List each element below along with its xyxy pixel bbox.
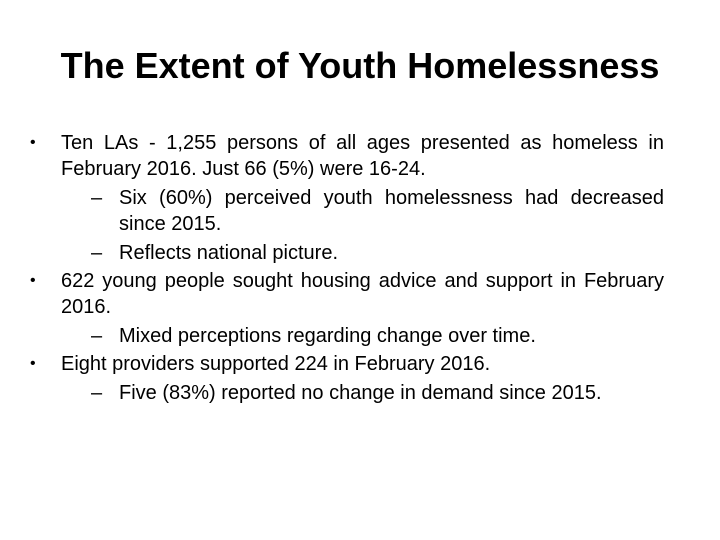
bullet-text: Ten LAs - 1,255 persons of all ages presented as homeless in February 2016. Just 66 (5%) were 16-24. — [61, 132, 664, 180]
bullet-text: 622 young people sought housing advice and support in February 2016. — [61, 270, 664, 318]
sub-bullet-text: Five (83%) reported no change in demand since 2015. — [119, 382, 602, 404]
dash-icon: – — [91, 187, 103, 209]
sub-bullet-text: Mixed perceptions regarding change over time. — [119, 325, 536, 347]
sub-bullet-item — [30, 240, 664, 266]
bullet-dot-icon: • — [30, 134, 36, 151]
bullet-dot-icon: • — [30, 355, 36, 372]
dash-icon: – — [91, 242, 103, 264]
dash-icon: – — [91, 325, 103, 347]
sub-bullet-item — [30, 185, 664, 237]
bullet-item — [30, 268, 664, 320]
sub-bullet-item — [30, 380, 664, 406]
bullet-item — [30, 130, 664, 182]
slide-title: The Extent of Youth Homelessness — [60, 45, 660, 86]
dash-icon: – — [91, 382, 103, 404]
sub-bullet-item — [30, 323, 664, 349]
bullet-text: Eight providers supported 224 in February 2016. — [61, 353, 491, 375]
sub-bullet-text: Reflects national picture. — [119, 242, 339, 264]
bullet-dot-icon: • — [30, 272, 36, 289]
slide-content — [30, 130, 664, 408]
sub-bullet-text: Six (60%) perceived youth homelessness had decreased since 2015. — [119, 187, 664, 235]
bullet-item — [30, 351, 664, 377]
